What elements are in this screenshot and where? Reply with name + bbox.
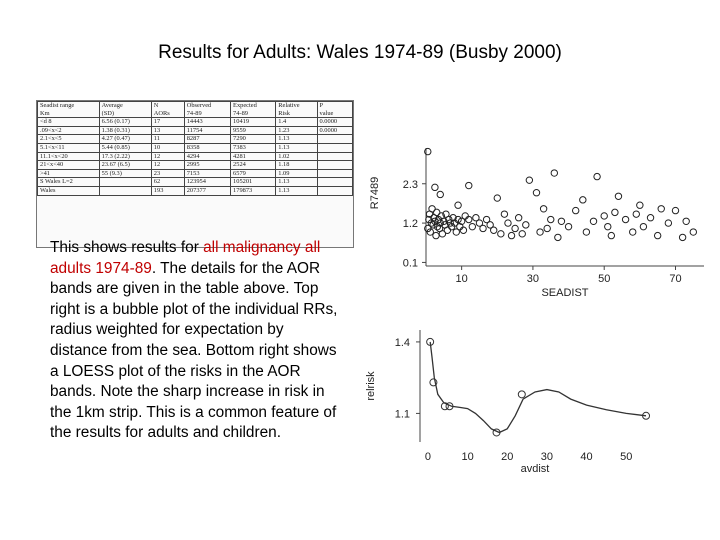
y-tick-label: 0.1 [402,257,418,270]
table-cell: 11754 [184,126,230,135]
table-row [38,126,353,135]
table-cell: 17.3 (2.22) [99,152,151,161]
table-cell: 8287 [184,135,230,144]
bubble-point [519,231,525,237]
bubble-point [533,189,539,195]
x-tick-label: 20 [501,451,514,463]
table-cell: 2524 [231,161,276,170]
table-header-line: P [319,102,324,109]
bubble-point [608,232,614,238]
x-tick-label: 50 [620,451,633,463]
x-tick-label: 30 [540,451,554,463]
table-cell: 0.0000 [317,118,352,127]
table-header-line: Seadist range [40,102,75,109]
table-header-line: Expected [233,102,257,109]
table-cell [317,152,352,161]
table-cell: 105201 [231,178,276,187]
description-pre: This shows results for [50,239,204,256]
table-header-cell [151,102,184,118]
bubble-point [647,215,653,221]
description-post: . The details for the AOR bands are given in the table above. Top right is a bubble plot of the individual RRs, radius weighted for expectation by distance from the sea. Bottom right shows a LOESS plot of the risks in the AOR bands. Note the sharp increase in risk in the 1km strip. This is a common feature of the results for adults and children. [50,259,338,442]
bubble-point [523,222,529,228]
bubble-point [637,202,643,208]
table-row [38,178,353,187]
y-tick-label: 1.4 [394,336,410,349]
table-row [38,169,353,178]
table-cell: <d 8 [38,118,100,127]
bubble-point [508,232,514,238]
table-cell: 207377 [184,186,230,195]
table-cell: 1.23 [276,126,317,135]
bubble-point [432,184,438,190]
table-cell: 23 [151,169,184,178]
bubble-point [505,220,511,226]
y-tick-label: 1.2 [402,218,418,231]
table-row [38,152,353,161]
table-header-line: Average [101,102,123,109]
description-text [50,238,345,444]
bubble-point [601,213,607,219]
bubble-point [565,223,571,229]
table-cell: 1.38 (0.31) [99,126,151,135]
bubble-point [654,232,660,238]
bubble-point [480,225,486,231]
table-cell [99,186,151,195]
table-cell: 1.4 [276,118,317,127]
table-cell [317,186,352,195]
bubble-point [572,207,578,213]
table-row [38,143,353,152]
table-cell: 5.1<x<11 [38,143,100,152]
x-tick-label: 50 [598,273,611,285]
table-cell: 17 [151,118,184,127]
bubble-point [512,225,518,231]
table-cell: 8358 [184,143,230,152]
table-cell: 6579 [231,169,276,178]
table-cell: S Wales L=2 [38,178,100,187]
table-cell: .09<x<2 [38,126,100,135]
loess-plot-svg [360,318,660,475]
table-cell: 1.09 [276,169,317,178]
table-header-line: 74-89 [233,109,248,117]
table-header-row [38,102,353,118]
bubble-plot [360,140,710,315]
table-header-cell [231,102,276,118]
table-header-line: Observed [186,102,212,109]
bubble-point [580,197,586,203]
table-cell: 7383 [231,143,276,152]
results-table-image [36,100,354,248]
bubble-point [437,191,443,197]
table-cell: 123954 [184,178,230,187]
loess-curve [430,342,646,433]
x-tick-label: 10 [455,273,468,285]
table-header-line: Relative [278,102,300,109]
table-cell [317,169,352,178]
table-cell: 12 [151,161,184,170]
table-cell: 4294 [184,152,230,161]
y-tick-label: 2.3 [402,178,418,191]
x-tick-label: 40 [580,451,593,463]
description-highlight: all malignancy all adults 1974-89 [50,239,321,277]
table-cell: 2995 [184,161,230,170]
bubble-point [594,173,600,179]
table-header-cell [276,102,317,118]
y-tick-label: 1.1 [394,408,410,421]
table-header-line: Km [40,109,50,117]
table-cell: 62 [151,178,184,187]
table-cell: 12 [151,152,184,161]
bubble-point [469,223,475,229]
bubble-point [683,218,689,224]
table-header-line: Risk [278,109,290,117]
y-axis-label: relrisk [365,371,377,401]
table-cell: 55 (9.3) [99,169,151,178]
table-header-line: AORs [153,109,170,117]
slide-title: Results for Adults: Wales 1974-89 (Busby 2000) [158,42,562,63]
table-row [38,135,353,144]
table-cell: 10 [151,143,184,152]
x-tick-label: 70 [669,273,682,285]
bubble-point [612,209,618,215]
risk-point [518,391,525,398]
bubble-point [555,234,561,240]
bubble-point [633,211,639,217]
table-header-line: 74-89 [186,109,202,117]
table-body [38,118,353,195]
bubble-point [444,227,450,233]
table-cell: 4281 [231,152,276,161]
bubble-point [526,177,532,183]
table-header-cell [38,102,100,118]
bubble-point [540,206,546,212]
table-cell: 6.56 (0.17) [99,118,151,127]
bubble-plot-svg [360,140,710,310]
bubble-point [551,170,557,176]
table-row [38,118,353,127]
bubble-point [462,213,468,219]
x-tick-label: 0 [424,451,431,463]
results-table [37,101,353,196]
bubble-point [640,223,646,229]
table-cell: 1.18 [276,161,317,170]
table-cell: 13 [151,126,184,135]
bubble-point [491,227,497,233]
table-cell: 179873 [231,186,276,195]
bubble-point [583,229,589,235]
bubble-point [515,215,521,221]
bubble-point [622,216,628,222]
table-cell: 7290 [231,135,276,144]
table-cell: 0.0000 [317,126,352,135]
table-cell [317,135,352,144]
table-cell: 23.67 (6.5) [99,161,151,170]
table-header-line: (SD) [101,109,115,117]
table-cell [317,143,352,152]
bubble-point [679,234,685,240]
table-row [38,161,353,170]
bubble-point [672,207,678,213]
table-cell [99,178,151,187]
table-cell: 1.13 [276,186,317,195]
table-cell: 7153 [184,169,230,178]
x-tick-label: 10 [461,451,474,463]
x-axis-label: SEADIST [541,287,589,299]
x-tick-label: 30 [526,273,540,285]
bubble-point [590,218,596,224]
bubble-point [433,232,439,238]
table-header-cell [99,102,151,118]
bubble-point [455,202,461,208]
bubble-point [630,229,636,235]
table-row [38,186,353,195]
bubble-point [690,229,696,235]
x-axis-label: avdist [520,463,550,475]
table-header-cell [184,102,230,118]
table-cell: >41 [38,169,100,178]
bubble-point [501,211,507,217]
table-cell: 193 [151,186,184,195]
bubble-point [544,225,550,231]
table-cell: 11 [151,135,184,144]
table-cell: 9559 [231,126,276,135]
table-cell: 1.13 [276,135,317,144]
table-header-line: N [153,102,159,109]
bubble-point [498,231,504,237]
table-cell: 1.13 [276,143,317,152]
y-axis-label: R7489 [369,176,381,210]
table-cell: 2.1<x<5 [38,135,100,144]
table-cell [317,161,352,170]
table-header-line: value [319,109,334,117]
bubble-point [537,229,543,235]
table-cell: 10419 [231,118,276,127]
table-header-cell [317,102,352,118]
bubble-point [466,182,472,188]
table-cell: 4.27 (0.47) [99,135,151,144]
bubble-point [466,216,472,222]
table-cell: 1.02 [276,152,317,161]
table-cell: 5.44 (0.85) [99,143,151,152]
bubble-point [615,193,621,199]
bubble-point [658,206,664,212]
table-cell: 14443 [184,118,230,127]
bubble-point [605,223,611,229]
table-cell: Wales [38,186,100,195]
loess-plot [360,318,660,473]
table-cell: 21<x<40 [38,161,100,170]
bubble-point [665,220,671,226]
table-cell [317,178,352,187]
table-cell: 1.13 [276,178,317,187]
table-cell: 11.1<x<20 [38,152,100,161]
bubble-point [548,216,554,222]
bubble-point [494,195,500,201]
bubble-point [460,227,466,233]
bubble-point [558,218,564,224]
